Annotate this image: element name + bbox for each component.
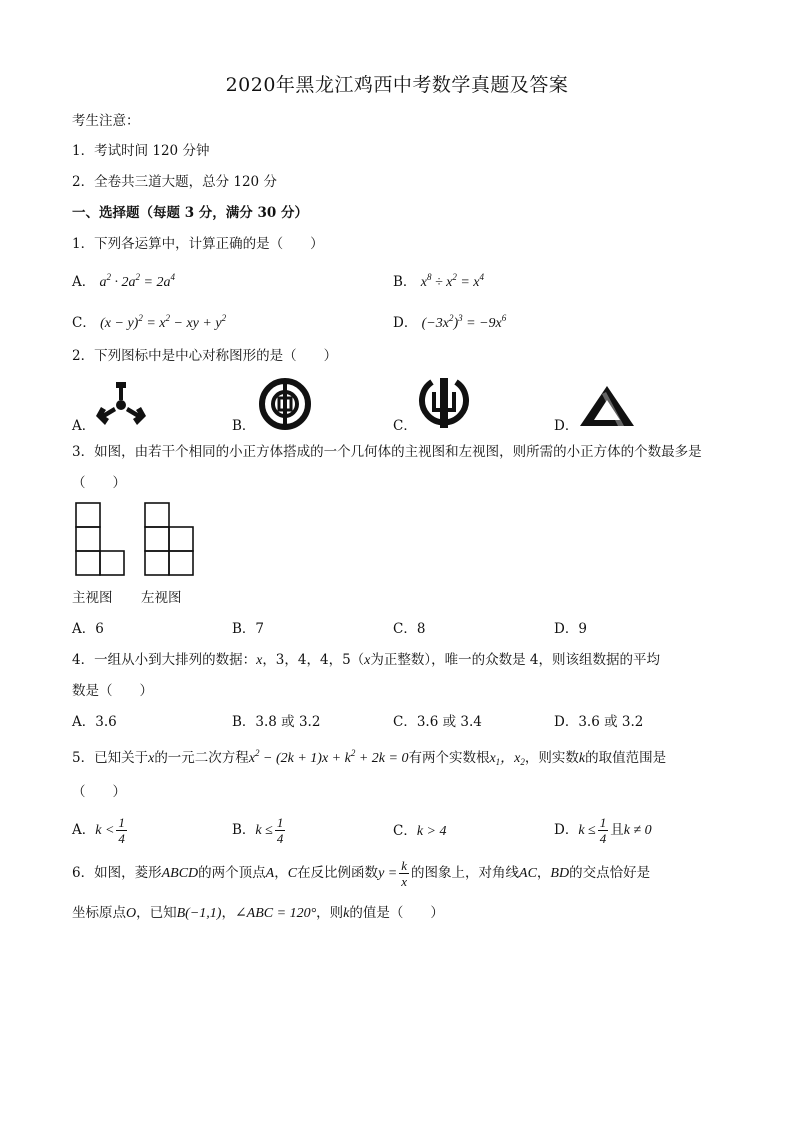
stem-text: 的图象上，对角线 [411, 865, 520, 881]
stem-text: 在反比例函数 [297, 865, 379, 881]
stem-text: 的两个顶点 [198, 865, 266, 881]
fraction: $\frac{1}{4}$ [276, 815, 284, 846]
fraction: $\frac{1}{4}$ [599, 815, 607, 846]
stem-text: 有两个实数根 [408, 750, 490, 766]
fraction: $\frac{1}{4}$ [118, 815, 125, 846]
notice-item-2: 2．全卷共三道大题，总分 120 分 [72, 174, 277, 190]
condition: k ≠ 0 [623, 823, 652, 838]
inequality: k > 4 [416, 824, 447, 839]
variable: k [343, 906, 350, 921]
inequality: k ≤ [255, 823, 273, 838]
diagonal: BD [550, 866, 570, 881]
option-label: A． [72, 274, 96, 290]
question-2-stem: 2．下列图标中是中心对称图形的是（ ） [72, 348, 338, 364]
question-1-option-c [72, 314, 226, 333]
data-list: x [256, 653, 263, 668]
notice-item-1: 1．考试时间 120 分钟 [72, 143, 210, 159]
fraction: $\frac{k}{x}$ [401, 858, 408, 889]
question-3-option-a: A．6 [72, 621, 104, 637]
stem-text: 的一元二次方程 [154, 750, 249, 766]
formula: $(x - y)^2 = x^2$ − xy + $y^2$ [100, 313, 227, 331]
stem-text: 坐标原点 [72, 905, 126, 921]
stem-text: ，已知 [136, 905, 177, 921]
question-4-option-c: C．3.6 或 3.4 [393, 714, 482, 730]
page-title: 2020年黑龙江鸡西中考数学真题及答案 [225, 74, 569, 96]
question-3-option-b: B．7 [232, 621, 265, 637]
question-2-option-d-label: D． [554, 418, 579, 434]
diagonal: AC [519, 866, 537, 881]
front-view-figure [75, 502, 127, 576]
option-label: C． [72, 315, 96, 331]
question-5-stem-line2: （ ） [72, 784, 126, 800]
formula: $(-3x^2)^3 = -9x^6$ [421, 313, 507, 331]
angle: ∠ABC = 120° [234, 906, 317, 921]
formula: $a^2 \cdot 2a^2 = 2a^4$ [99, 272, 175, 290]
stem-text: ，则 [316, 905, 344, 921]
question-2-option-c-label: C． [393, 418, 417, 434]
stem-text: 且 [610, 822, 624, 838]
question-5-option-b [232, 815, 287, 846]
option-label: D． [393, 315, 418, 331]
left-view-figure [144, 502, 196, 576]
inequality: k ≤ [578, 823, 596, 838]
variable: x [364, 653, 371, 668]
points: C [287, 866, 298, 881]
stem-text: 4．一组从小到大排列的数据： [72, 652, 257, 668]
stem-text: 的值是（ ） [349, 905, 444, 921]
question-2-option-b-label: B． [232, 418, 256, 434]
question-1-stem: 1．下列各运算中，计算正确的是（ ） [72, 236, 324, 252]
question-4-option-b: B．3.8 或 3.2 [232, 714, 321, 730]
question-5-option-d [554, 815, 652, 846]
stem-text: ，则实数 [524, 750, 579, 766]
question-3-stem-line2: （ ） [72, 475, 126, 491]
question-6-stem-line2 [72, 904, 444, 923]
notice-heading: 考生注意： [72, 113, 140, 129]
stem-text: 为正整数），唯一的众数是 4，则该组数据的平均 [370, 652, 661, 668]
question-1-option-a [72, 273, 175, 292]
points: A [265, 866, 275, 881]
option-label: D． [554, 822, 579, 838]
question-3-option-c: C．8 [393, 621, 426, 637]
stem-text: 的交点恰好是 [569, 865, 651, 881]
left-view-label: 左视图 [141, 590, 182, 606]
stem-text: 6．如图，菱形 [72, 865, 162, 881]
option-label: C． [393, 823, 417, 839]
question-4-stem-line2: 数是（ ） [72, 683, 153, 699]
question-1-option-b [393, 273, 484, 292]
question-1-option-d [393, 314, 506, 333]
option-label: B． [393, 274, 417, 290]
variable: k [578, 751, 586, 766]
shape-name: ABCD [161, 866, 199, 881]
stem-text: （ [350, 652, 365, 668]
question-3-stem-line1: 3．如图，由若干个相同的小正方体搭成的一个几何体的主视图和左视图，则所需的小正方体的个数最多是 [72, 444, 702, 460]
question-3-option-d: D．9 [554, 621, 587, 637]
coin-logo-icon [259, 378, 311, 430]
variable: x [148, 751, 155, 766]
question-6-stem-line1: 6．如图，菱形ABCD的两个顶点A，C在反比例函数y = $\frac{k}{x}$ 的图象上，对角线AC，BD的交点恰好是 [72, 858, 651, 889]
inequality: k < [95, 823, 115, 838]
function: y = [378, 866, 398, 881]
equation: $x^2 - (2k + 1)x + k^2 + 2k = 0$ [248, 748, 409, 766]
option-label: A． [72, 822, 96, 838]
question-4-stem-line1: 4．一组从小到大排列的数据：x，3，4，4，5（x为正整数），唯一的众数是 4，则该组数据的平均 [72, 652, 661, 668]
question-2-option-a-label: A． [72, 418, 96, 434]
front-view-label: 主视图 [72, 590, 113, 606]
question-4-option-a: A．3.6 [72, 714, 117, 730]
question-5-option-c [393, 822, 447, 841]
question-5-stem-line1 [72, 749, 666, 768]
bank-logo-icon [418, 376, 470, 430]
origin: O [126, 906, 137, 921]
stem-text: 的取值范围是 [585, 750, 667, 766]
question-4-option-d: D．3.6 或 3.2 [554, 714, 644, 730]
triangle-logo-icon [578, 384, 636, 428]
point-b: B(−1,1) [176, 906, 222, 921]
stem-text: ， [221, 905, 235, 921]
section-heading: 一、选择题（每题 3 分，满分 30 分） [72, 205, 308, 221]
stem-text: 5．已知关于 [72, 750, 149, 766]
tripod-logo-icon [94, 378, 148, 428]
formula: $x^8 \div x^2 = x^4$ [420, 272, 485, 290]
question-5-option-a [72, 815, 129, 846]
roots: $x_1$，$x_2$ [489, 751, 525, 767]
option-label: B． [232, 822, 256, 838]
